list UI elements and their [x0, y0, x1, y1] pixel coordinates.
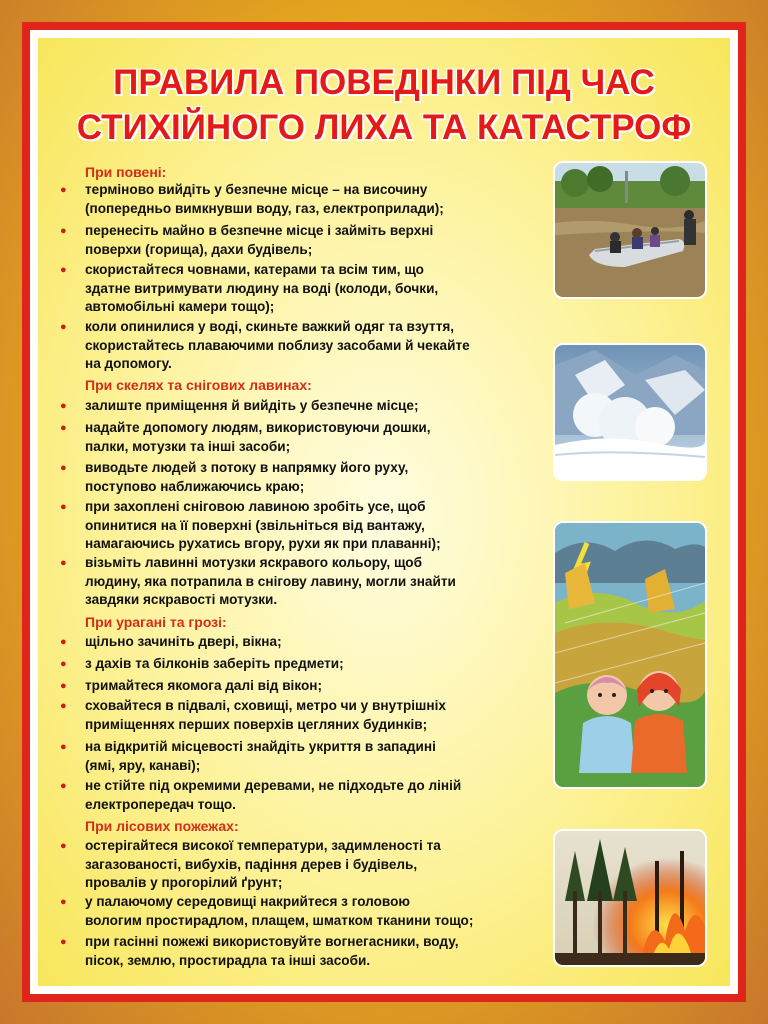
title-line-2: СТИХІЙНОГО ЛИХА ТА КАТАСТРОФ [76, 108, 692, 147]
list-item: ● терміново вийдіть у безпечне місце – на височину (попередньо вимкнувши воду, газ, електроприлади); [60, 182, 444, 216]
heading-flood: При повені: [85, 164, 167, 180]
list-item: ● перенесіть майно в безпечне місце і займіть верхні поверхи (горища), дахи будівель; [60, 223, 434, 257]
bullet-icon: ● [60, 658, 67, 670]
bullet-icon: ● [60, 700, 67, 712]
list-item: ● виводьте людей з потоку в напрямку його руху, поступово наближаючись краю; [60, 460, 409, 494]
list-item: ● при захоплені сніговою лавиною зробіть усе, щоб опинитися на її поверхні (звільніться від вантажу, намагаючись рухатись вгору, рухи як при плаванні); [60, 499, 441, 552]
bullet-icon: ● [60, 680, 67, 692]
bullet-icon: ● [60, 741, 67, 753]
bullet-icon: ● [60, 321, 67, 333]
list-item: ● скористайтеся човнами, катерами та всім тим, що здатне витримувати людину на воді (колоди, бочки, автомобільні камери тощо); [60, 262, 439, 315]
bullet-icon: ● [60, 264, 67, 276]
list-item: ● з дахів та білконів заберіть предмети; [60, 656, 344, 671]
list-item: ● залиште приміщення й вийдіть у безпечне місце; [60, 398, 419, 413]
bullet-icon: ● [60, 184, 67, 196]
bullet-icon: ● [60, 422, 67, 434]
list-item: ● остерігайтеся високої температури, задимленості та загазованості, вибухів, падіння дерев і будівель, провалів у прогорілий ґрунт; [60, 838, 441, 891]
bullet-icon: ● [60, 896, 67, 908]
bullet-icon: ● [60, 557, 67, 569]
flood-photo [553, 161, 707, 299]
bullet-icon: ● [60, 400, 67, 412]
heading-avalanche: При скелях та снігових лавинах: [85, 377, 312, 393]
title-line-1: ПРАВИЛА ПОВЕДІНКИ ПІД ЧАС [113, 63, 655, 102]
list-item: ● щільно зачиніть двері, вікна; [60, 634, 282, 649]
bullet-icon: ● [60, 840, 67, 852]
bullet-icon: ● [60, 780, 67, 792]
list-item: ● у палаючому середовищі накрийтеся з головою вологим простирадлом, плащем, шматком тканини тощо; [60, 894, 474, 928]
avalanche-photo [553, 343, 707, 481]
list-item: ● візьміть лавинні мотузки яскравого кольору, щоб людину, яка потрапила в снігову лавину, могли знайти завдяки яскравості мотузки. [60, 555, 456, 608]
poster-title [40, 60, 728, 150]
forest-fire-photo [553, 829, 707, 967]
list-item: ● коли опинилися у воді, скиньте важкий одяг та взуття, скористайтесь плаваючими поблизу засобами й чекайте на допомогу. [60, 319, 470, 372]
heading-forest-fire: При лісових пожежах: [85, 818, 239, 834]
list-item: ● тримайтеся якомога далі від вікон; [60, 678, 322, 693]
bullet-icon: ● [60, 462, 67, 474]
list-item: ● надайте допомогу людям, використовуючи дошки, палки, мотузки та інші засоби; [60, 420, 431, 454]
storm-illustration [553, 521, 707, 789]
bullet-icon: ● [60, 501, 67, 513]
list-item: ● на відкритій місцевості знайдіть укриття в западині (ямі, яру, канаві); [60, 739, 436, 773]
bullet-icon: ● [60, 936, 67, 948]
heading-hurricane: При урагані та грозі: [85, 614, 227, 630]
bullet-icon: ● [60, 225, 67, 237]
list-item: ● при гасінні пожежі використовуйте вогнегасники, воду, пісок, землю, простирадла та інші засоби. [60, 934, 459, 968]
bullet-icon: ● [60, 636, 67, 648]
list-item: ● сховайтеся в підвалі, сховищі, метро чи у внутрішніх приміщеннях перших поверхів цегляних будинків; [60, 698, 446, 732]
list-item: ● не стійте під окремими деревами, не підходьте до ліній електропередач тощо. [60, 778, 462, 812]
